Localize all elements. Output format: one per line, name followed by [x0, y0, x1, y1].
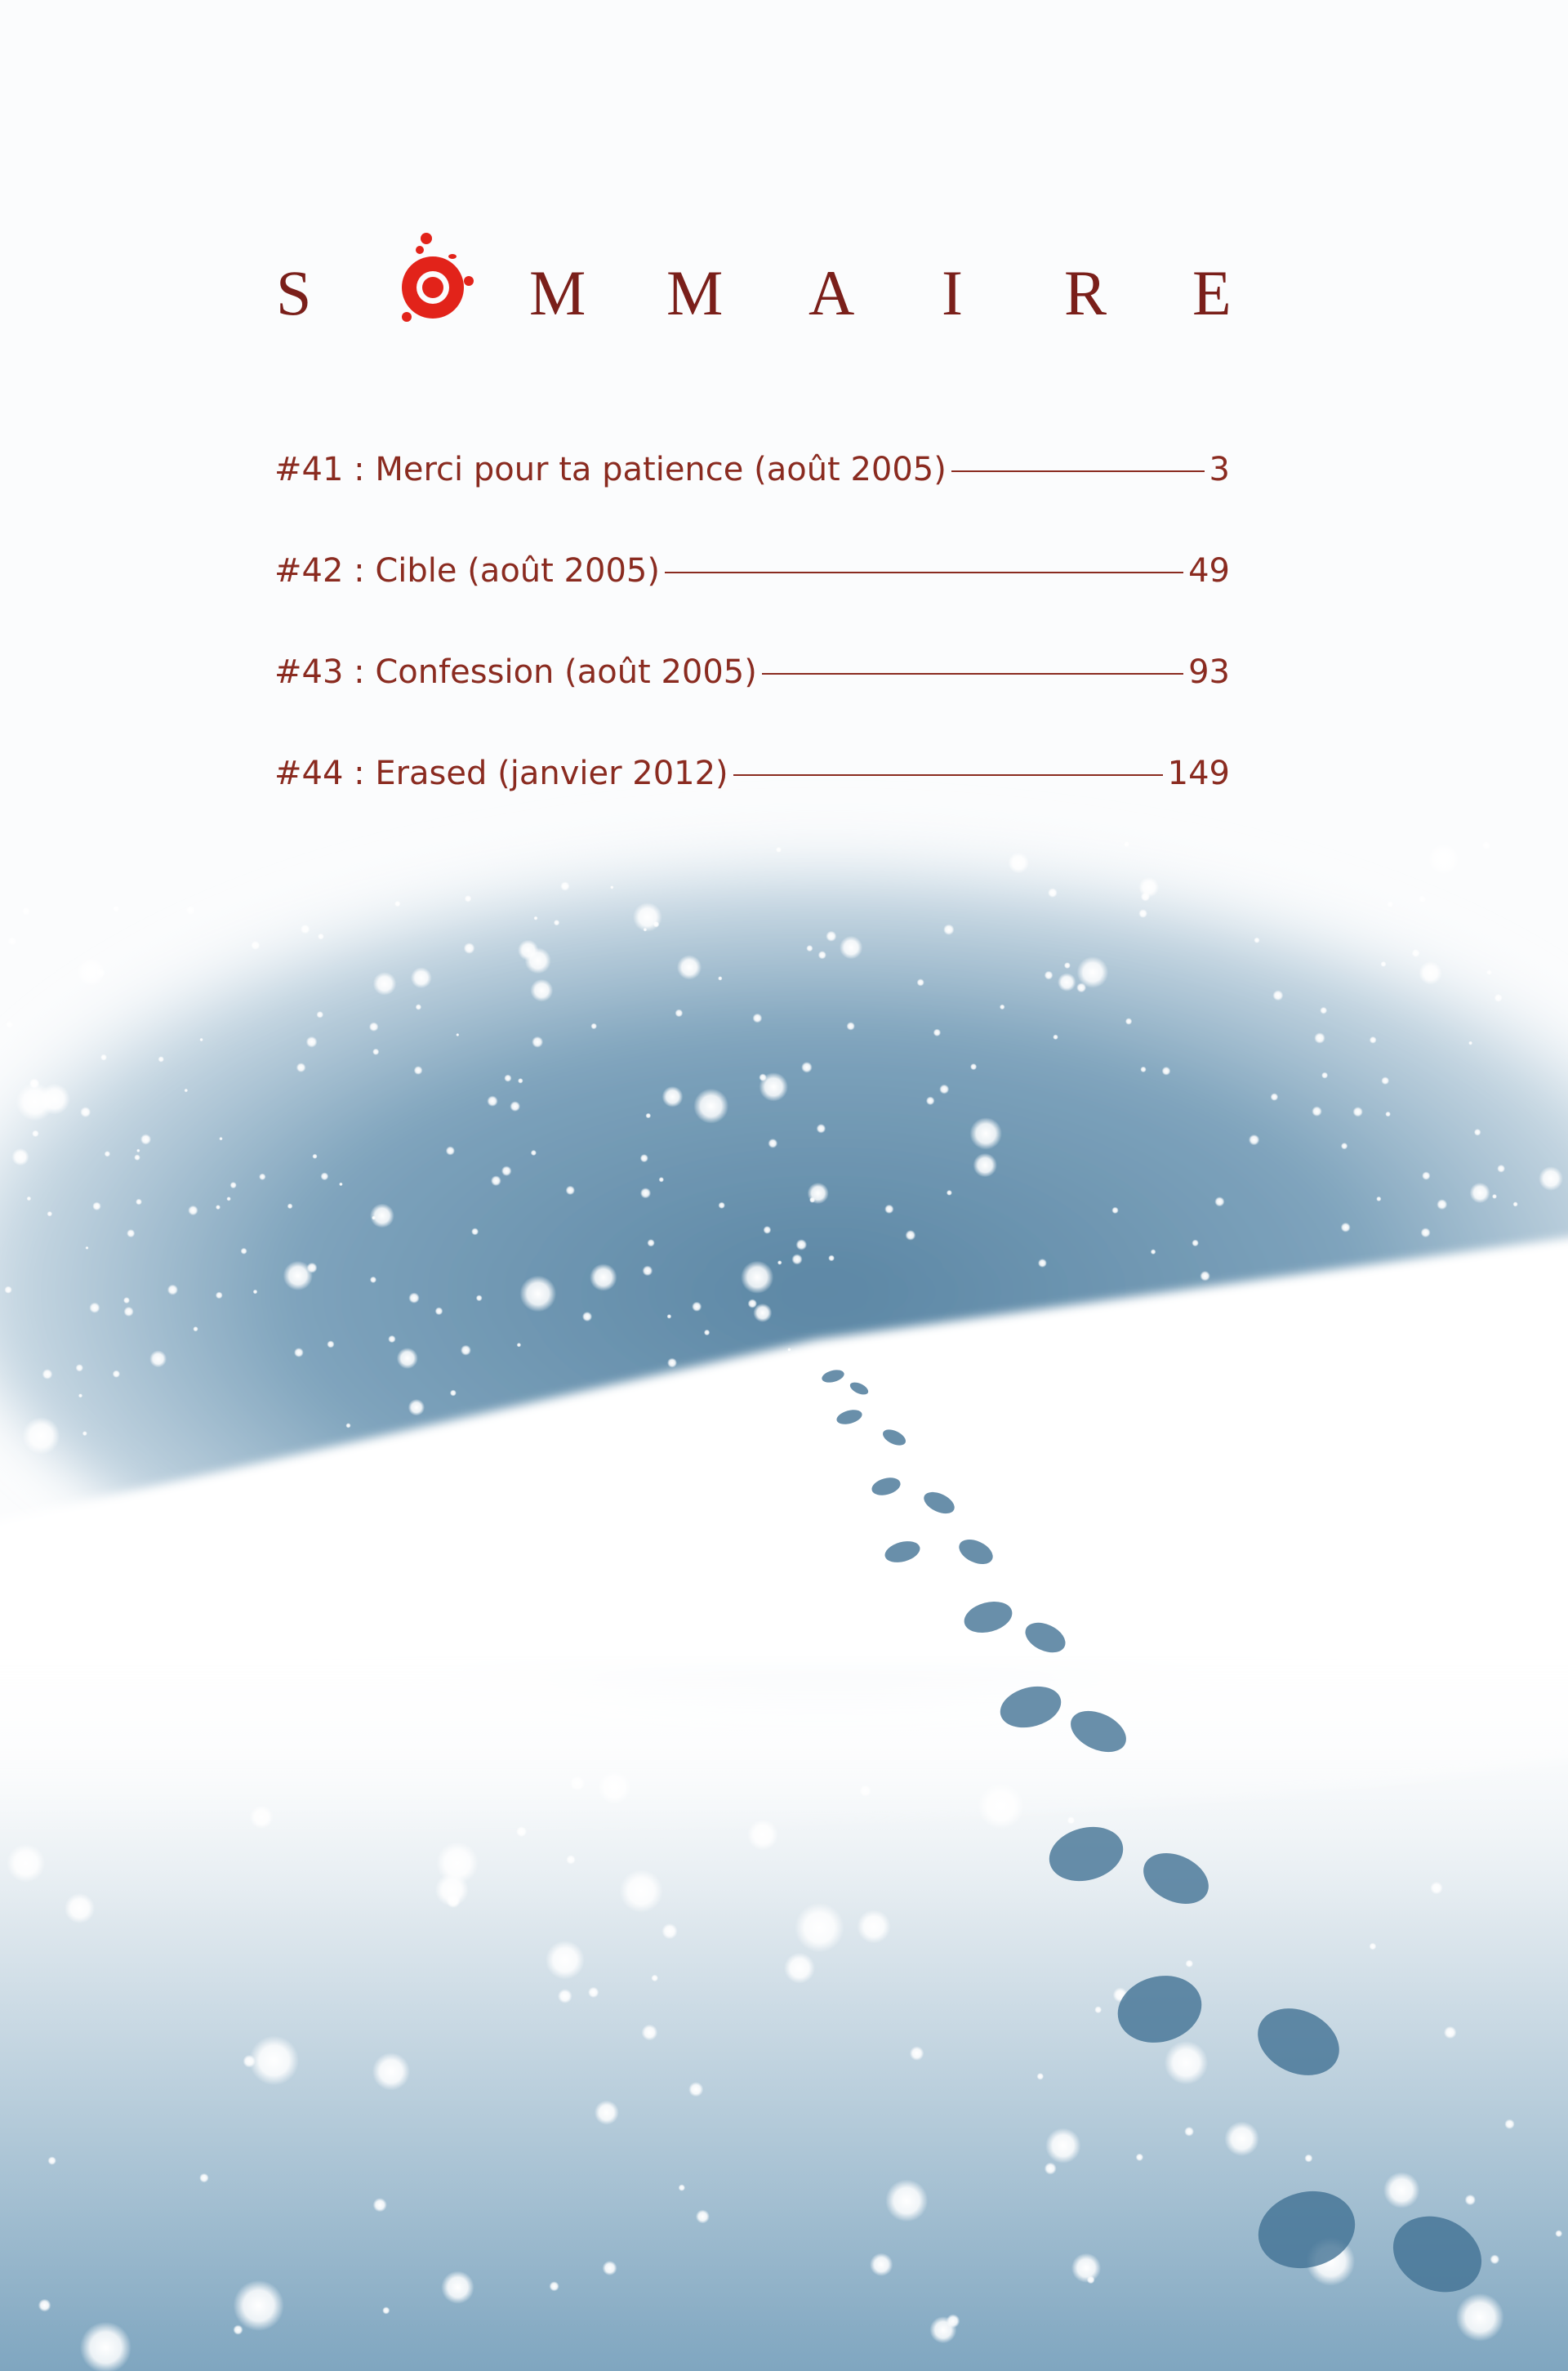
- chapter-title: Erased (janvier 2012): [375, 755, 728, 792]
- chapter-number: #43: [274, 653, 344, 691]
- chapter-separator: :: [343, 755, 376, 792]
- toc-entry-41[interactable]: [274, 441, 1230, 498]
- chapter-title: Merci pour ta patience (août 2005): [375, 451, 947, 488]
- page-number: 149: [1167, 755, 1230, 792]
- leader-line: [951, 470, 1205, 472]
- ink-splash-icon: [384, 221, 482, 343]
- title-letter: R: [1064, 257, 1107, 328]
- chapter-title: Cible (août 2005): [375, 552, 660, 590]
- sommaire-title: [270, 237, 1233, 359]
- title-letter: A: [808, 257, 855, 328]
- page-number: 49: [1188, 552, 1230, 590]
- title-letter: E: [1192, 257, 1232, 328]
- chapter-number: #44: [274, 755, 344, 792]
- page-number: 3: [1209, 451, 1230, 488]
- chapter-separator: :: [343, 653, 376, 691]
- leader-line: [733, 774, 1163, 776]
- chapter-number: #42: [274, 552, 344, 590]
- page-number: 93: [1188, 653, 1230, 691]
- toc-entry-43[interactable]: [274, 644, 1230, 701]
- title-letter: M: [666, 257, 724, 328]
- toc-entry-44[interactable]: [274, 745, 1230, 802]
- toc-entry-42[interactable]: [274, 542, 1230, 599]
- leader-line: [665, 572, 1183, 573]
- title-letter: M: [529, 257, 586, 328]
- title-letter: I: [942, 257, 963, 328]
- chapter-number: #41: [274, 451, 344, 488]
- chapter-separator: :: [343, 451, 376, 488]
- leader-line: [762, 673, 1183, 675]
- title-letter: S: [276, 257, 312, 328]
- chapter-title: Confession (août 2005): [375, 653, 757, 691]
- chapter-separator: :: [343, 552, 376, 590]
